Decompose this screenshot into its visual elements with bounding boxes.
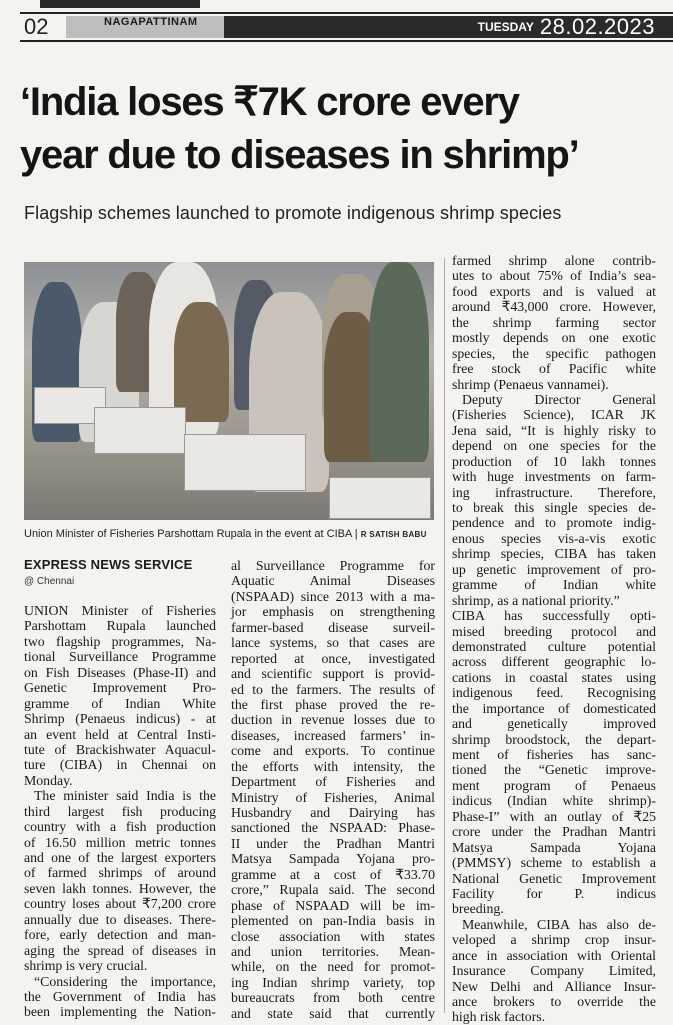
article-line: shrimp broodstock, the depart- bbox=[452, 731, 656, 747]
article-line: depend on one species for the bbox=[452, 438, 656, 454]
article-line: around ₹43,000 crore. However, bbox=[452, 299, 656, 315]
article-line: species, the specific pathogen bbox=[452, 345, 656, 361]
article-line: ing Indian shrimp variety, top bbox=[231, 974, 435, 990]
article-line: (Fisheries Science), ICAR JK bbox=[452, 407, 656, 423]
article-line: plemented on pan-India basis in bbox=[231, 913, 435, 929]
article-line: Monday. bbox=[24, 772, 73, 788]
article-line: gramme at a cost of ₹33.70 bbox=[231, 866, 435, 882]
article-line: two flagship programmes, Na- bbox=[24, 633, 216, 649]
article-line: to break this single species de- bbox=[452, 500, 656, 515]
article-line: II under the Pradhan Mantri bbox=[231, 835, 435, 851]
photo-caption: Union Minister of Fisheries Parshottam Rupala in the event at CIBA | R SATISH BABU bbox=[24, 528, 427, 540]
article-line: sanctioned the NSPAAD: Phase- bbox=[231, 820, 435, 836]
article-line: indigenous feed. Recognising bbox=[452, 685, 656, 701]
article-line: close association with states bbox=[231, 928, 435, 944]
article-line: Shrimp (Penaeus indicus) - at bbox=[24, 711, 216, 727]
article-line: shrimp (Penaeus vannamei). bbox=[452, 376, 609, 392]
article-line: of 16.50 million metric tonnes bbox=[24, 834, 216, 850]
article-line: and scientific support is provid- bbox=[231, 666, 435, 682]
date-strip bbox=[224, 16, 673, 38]
article-line: reported at once, investigated bbox=[231, 650, 435, 666]
issue-date: 28.02.2023 bbox=[539, 14, 655, 39]
article-line: shrimp, as a national priority.” bbox=[452, 592, 620, 608]
article-line: Husbandry and Dairying has bbox=[231, 805, 435, 820]
article-column-1 bbox=[24, 603, 216, 1020]
article-line: tional Surveillance Programme bbox=[24, 649, 216, 665]
article-column-3 bbox=[452, 253, 656, 1025]
article-line: (PMMSY) scheme to establish a bbox=[452, 855, 656, 871]
article-line: enous species vis-a-vis exotic bbox=[452, 530, 656, 546]
article-line: veloped a shrimp crop insur- bbox=[452, 932, 656, 948]
article-line: phase of NSPAAD will be im- bbox=[231, 897, 435, 913]
article-line: free stock of Pacific white bbox=[452, 361, 656, 377]
article-line: on Fish Diseases (Phase-II) and bbox=[24, 664, 216, 680]
article-line: the first phase proved the re- bbox=[231, 696, 435, 712]
article-line: “Considering the importance, bbox=[34, 973, 216, 989]
article-line: been implementing the Nation- bbox=[24, 1004, 216, 1020]
article-line: Matsya Sampada Yojana bbox=[452, 839, 656, 855]
article-line: and genetically improved bbox=[452, 716, 656, 732]
article-line: lance systems, so that cases are bbox=[231, 635, 435, 651]
article-line: food exports and is valued at bbox=[452, 283, 656, 299]
article-line: breeding. bbox=[452, 901, 504, 917]
article-line: tioned the “Genetic improve- bbox=[452, 762, 656, 778]
article-line: Parshottam Rupala launched bbox=[24, 618, 216, 634]
article-line: production of 10 lakh tonnes bbox=[452, 453, 656, 469]
headline-line-2: year due to diseases in shrimp’ bbox=[20, 133, 579, 177]
article-line: indicus (Indian white shrimp)- bbox=[452, 793, 656, 809]
dateline: @ Chennai bbox=[24, 576, 75, 587]
article-line: ed to the farmers. The results of bbox=[231, 681, 435, 697]
article-line: (NSPAAD) since 2013 with a ma- bbox=[231, 588, 435, 604]
article-line: crore,” Rupala said. The second bbox=[231, 882, 435, 898]
article-line: the importance of domesticated bbox=[452, 700, 656, 716]
article-line: New Delhi and Alliance Insur- bbox=[452, 978, 656, 994]
article-line: Meanwhile, CIBA has also de- bbox=[462, 916, 656, 932]
article-line: and one of the largest exporters bbox=[24, 850, 216, 865]
article-line: seven lakh tonnes. However, the bbox=[24, 880, 216, 896]
subheadline: Flagship schemes launched to promote indigenous shrimp species bbox=[24, 203, 562, 223]
article-line: ance in association with Oriental bbox=[452, 947, 656, 963]
article-line: annually due to diseases. There- bbox=[24, 911, 216, 927]
article-line: Phase-I” with an outlay of ₹25 bbox=[452, 808, 656, 824]
article-line: bureaucrats from both centre bbox=[231, 990, 435, 1006]
article-line: country with a fish production bbox=[24, 819, 216, 835]
article-line: diseases, increased farmers’ in- bbox=[231, 727, 435, 743]
article-line: ment of fisheries has sanc- bbox=[452, 747, 656, 762]
article-line: Ministry of Fisheries, Animal bbox=[231, 789, 435, 805]
article-line: shrimp is very crucial. bbox=[24, 958, 148, 974]
article-line: while, on the need for promot- bbox=[231, 959, 435, 975]
article-line: gramme of Indian White bbox=[24, 695, 216, 711]
article-line: al Surveillance Programme for bbox=[231, 558, 435, 573]
article-line: farmed shrimp alone contrib- bbox=[452, 253, 656, 268]
edition-label: NAGAPATTINAM bbox=[66, 16, 224, 38]
article-line: tute of Brackishwater Aquacul- bbox=[24, 741, 216, 757]
headline-line-1: ‘India loses ₹7K crore every bbox=[20, 80, 519, 124]
article-line: Facility for P. indicus bbox=[452, 885, 656, 901]
article-line: cations in coastal states using bbox=[452, 669, 656, 685]
article-line: farmer-based disease surveil- bbox=[231, 619, 435, 635]
article-line: ment program of Penaeus bbox=[452, 777, 656, 793]
article-line: across different geographic lo- bbox=[452, 654, 656, 670]
masthead-sliver bbox=[40, 0, 200, 8]
article-line: Department of Fisheries and bbox=[231, 774, 435, 790]
column-divider bbox=[444, 258, 445, 1013]
article-line: demonstrated culture potential bbox=[452, 638, 656, 654]
article-line: fore, early detection and man- bbox=[24, 927, 216, 943]
article-line: The minister said India is the bbox=[34, 788, 216, 804]
article-line: Jena said, “It is highly risky to bbox=[452, 422, 656, 438]
photo-credit: R SATISH BABU bbox=[360, 530, 427, 539]
article-line: the efforts with intensity, the bbox=[231, 758, 435, 774]
article-line: mised breeding protocol and bbox=[452, 623, 656, 639]
article-line: mostly depends on one exotic bbox=[452, 330, 656, 346]
article-line: an event held at Central Insti- bbox=[24, 726, 216, 742]
article-line: shrimp species, CIBA has taken bbox=[452, 546, 656, 562]
article-line: come and exports. To continue bbox=[231, 743, 435, 759]
event-photo bbox=[24, 262, 434, 520]
article-column-2 bbox=[231, 558, 435, 1021]
page-header-bar bbox=[20, 12, 673, 42]
article-line: aging the spread of diseases in bbox=[24, 942, 216, 958]
article-line: CIBA has successfully opti- bbox=[452, 608, 656, 624]
article-line: of farmed shrimps of around bbox=[24, 865, 216, 881]
article-line: Genetic Improvement Pro- bbox=[24, 680, 216, 696]
article-line: ing infrastructure. Therefore, bbox=[452, 484, 656, 500]
page-number: 02 bbox=[24, 14, 49, 39]
article-line: pendence and to promote indig- bbox=[452, 515, 656, 531]
article-line: third largest fish producing bbox=[24, 803, 216, 819]
byline: EXPRESS NEWS SERVICE bbox=[24, 557, 193, 572]
article-line: Matsya Sampada Yojana pro- bbox=[231, 851, 435, 867]
article-line: utes to about 75% of India’s sea- bbox=[452, 268, 656, 284]
article-line: and state said that currently bbox=[231, 1005, 435, 1021]
article-line: crore under the Pradhan Mantri bbox=[452, 824, 656, 840]
article-line: the shrimp farming sector bbox=[452, 314, 656, 330]
weekday: TUESDAY bbox=[477, 20, 534, 34]
article-line: duction in revenue losses due to bbox=[231, 712, 435, 728]
article-line: Insurance Company Limited, bbox=[452, 963, 656, 979]
article-line: up genetic improvement of pro- bbox=[452, 561, 656, 577]
article-line: ture (CIBA) in Chennai on bbox=[24, 757, 216, 773]
article-line: Aquatic Animal Diseases bbox=[231, 573, 435, 589]
article-line: Deputy Director General bbox=[462, 391, 656, 407]
article-line: the Government of India has bbox=[24, 988, 216, 1004]
article-line: National Genetic Improvement bbox=[452, 870, 656, 886]
caption-text: Union Minister of Fisheries Parshottam Rupala in the event at CIBA bbox=[24, 528, 352, 540]
article-line: jor emphasis on strengthening bbox=[231, 604, 435, 620]
article-line: ance brokers to override the bbox=[452, 994, 656, 1009]
article-line: UNION Minister of Fisheries bbox=[24, 603, 216, 618]
article-line: country loses about ₹7,200 crore bbox=[24, 896, 216, 912]
article-line: and union territories. Mean- bbox=[231, 943, 435, 959]
article-line: gramme of Indian white bbox=[452, 577, 656, 593]
headline bbox=[20, 76, 660, 182]
article-line: with huge investments on farm- bbox=[452, 469, 656, 485]
article-line: high risk factors. bbox=[452, 1009, 546, 1025]
